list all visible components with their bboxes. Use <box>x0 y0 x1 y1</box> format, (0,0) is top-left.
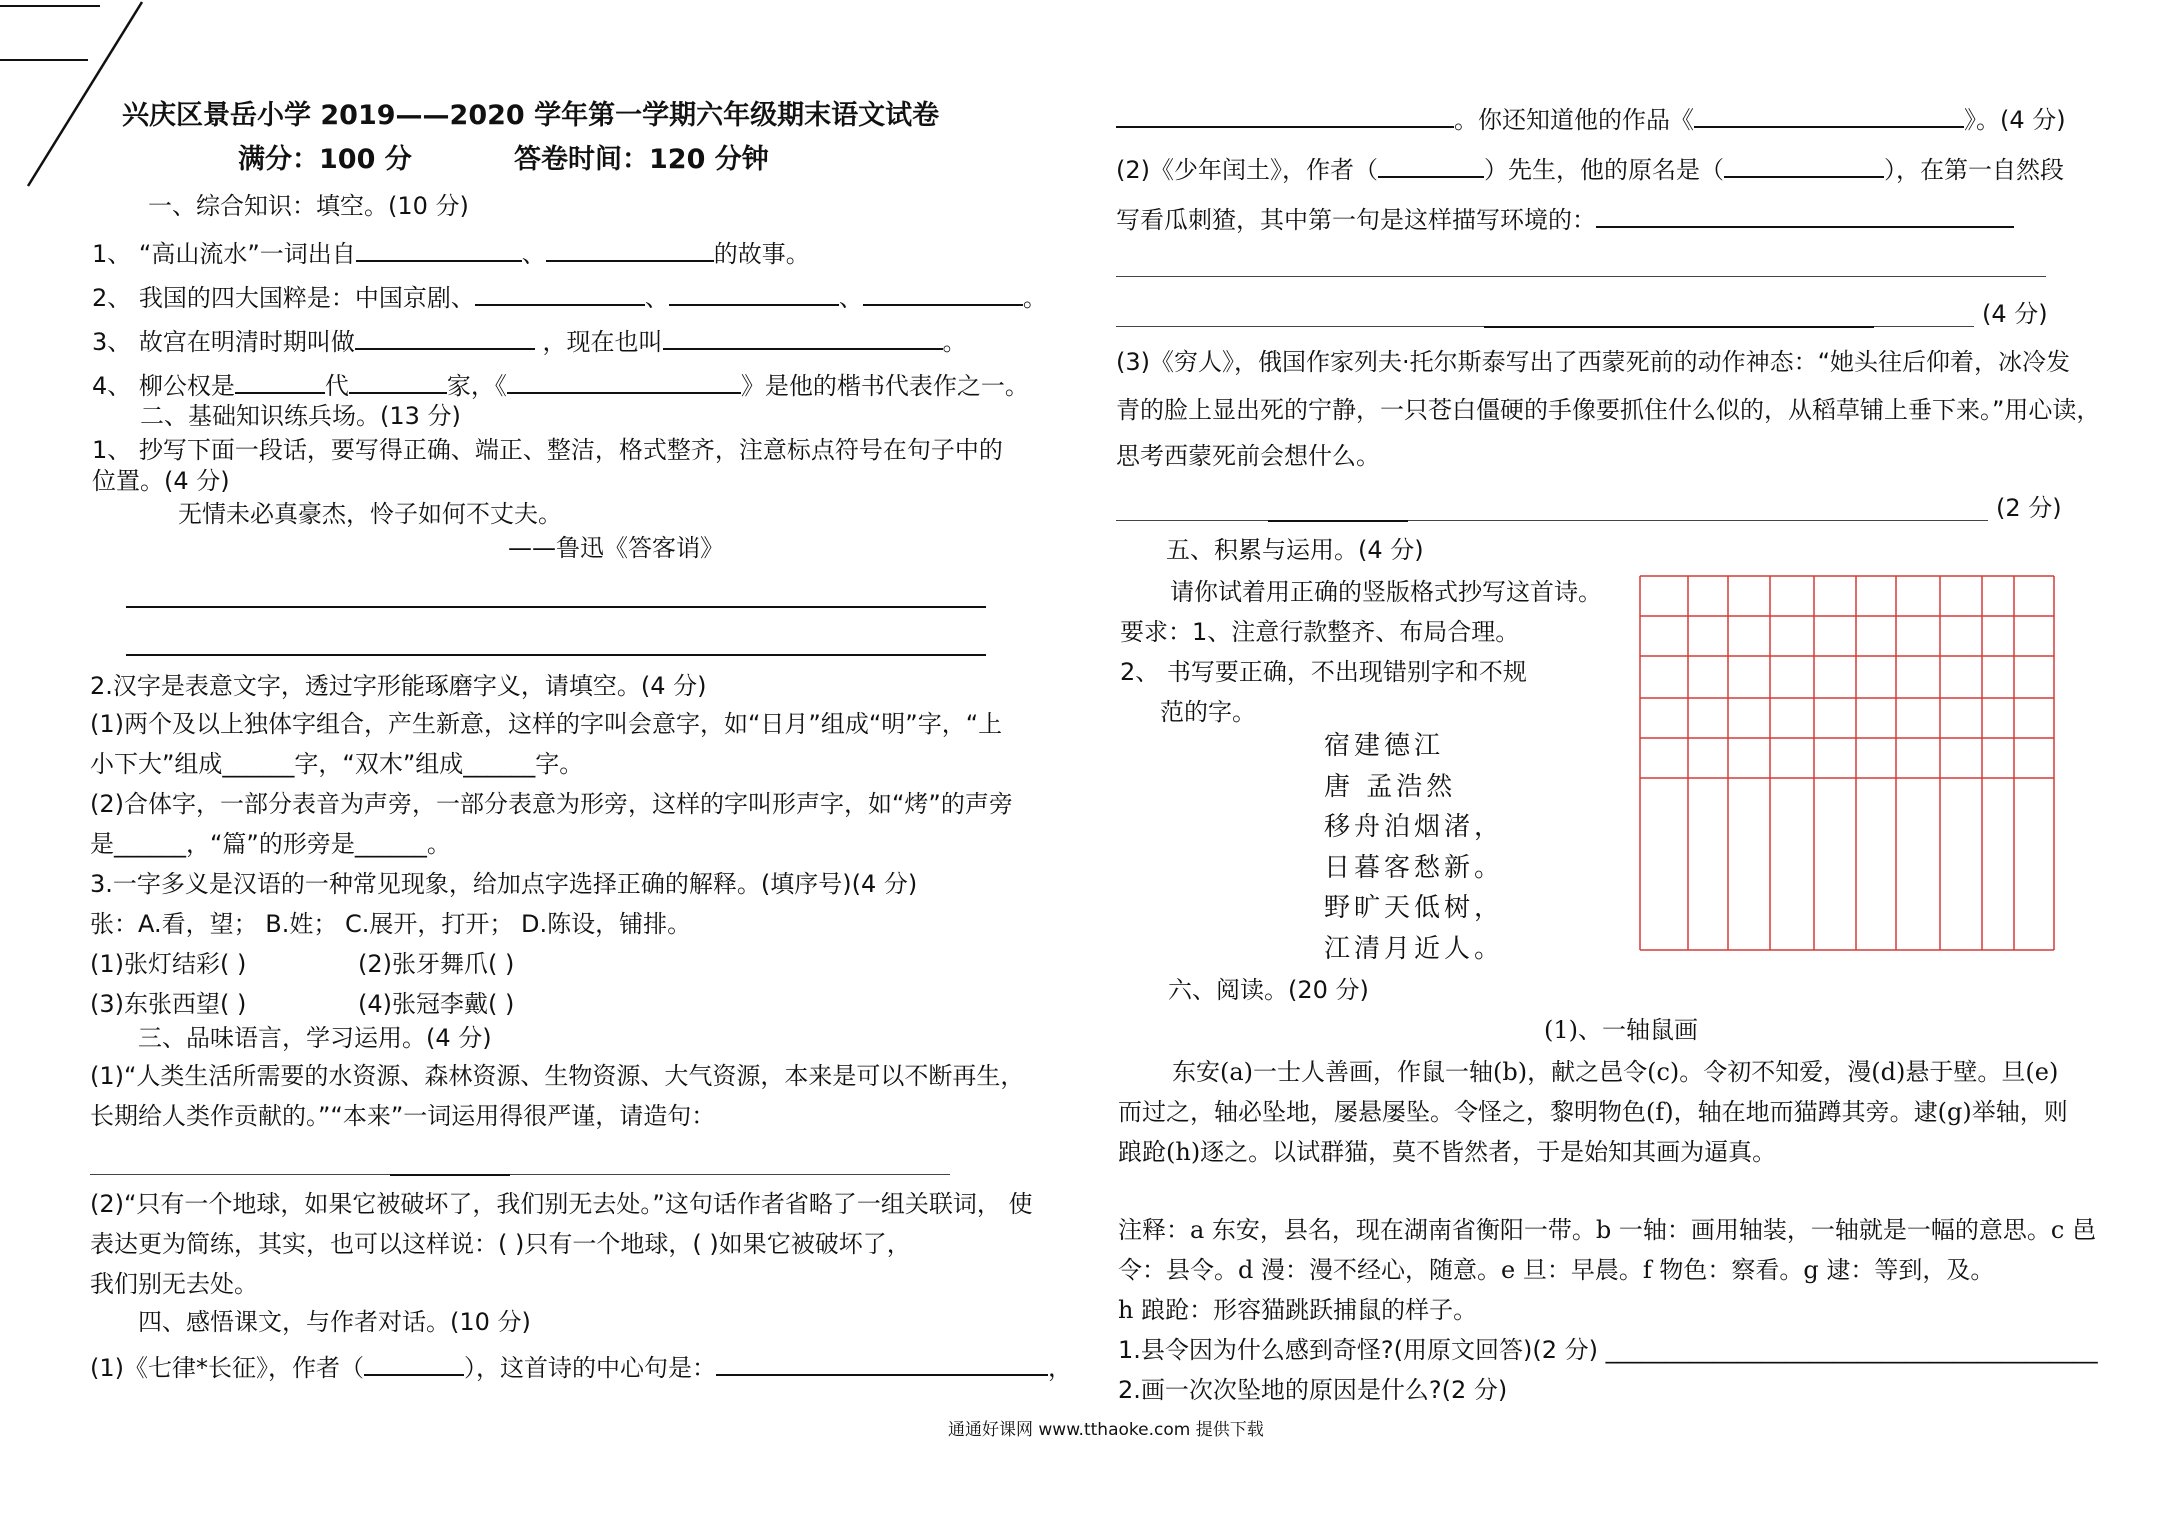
s2-q2-line-1: 2.汉字是表意文字，透过字形能琢磨字义，请填空。(4 分) <box>90 672 707 700</box>
poem-line-3: 野旷天低树， <box>1324 893 1505 923</box>
s4-q2-author-blank[interactable] <box>1378 152 1484 178</box>
s2-q3-item-4: (4)张冠李戴( ) <box>358 990 515 1018</box>
s4-q1-line-1: (1)《七律*长征》，作者（ ），这首诗的中心句是： ， <box>90 1350 1072 1384</box>
s1-q2-blank-2[interactable] <box>669 280 839 306</box>
passage-title: (1)、一轴鼠画 <box>1544 1016 1698 1044</box>
section-2-heading: 二、基础知识练兵场。(13 分) <box>140 402 461 430</box>
s1-q1: 1、 “高山流水”一词出自 、 的故事。 <box>92 236 810 270</box>
writing-grid[interactable] <box>1638 574 2058 954</box>
s3-q1-answer-line[interactable] <box>90 1174 950 1175</box>
s4-q3-line-1: (3)《穷人》，俄国作家列夫·托尔斯泰写出了西蒙死前的动作神态：“她头往后仰着，冰冷发 <box>1116 348 2071 376</box>
s4-q3-line-3: 思考西蒙死前会想什么。 <box>1116 442 1380 470</box>
section-1-heading: 一、综合知识：填空。(10 分) <box>148 192 469 220</box>
s1-q3-blank-1[interactable] <box>355 324 535 350</box>
passage-line-3: 踉跄(h)逐之。以试群猫，莫不皆然者，于是始知其画为逼真。 <box>1118 1138 1777 1166</box>
poem-author: 唐 孟浩然 <box>1324 771 1457 802</box>
s2-q3-options: 张：A.看，望； B.姓； C.展开，打开； D.陈设，铺排。 <box>90 910 692 938</box>
s2-q3-line-1: 3.一字多义是汉语的一种常见现象，给加点字选择正确的解释。(填序号)(4 分) <box>90 870 918 898</box>
s4-q2-answer-line-1[interactable] <box>1116 276 2046 277</box>
s4-q1-author-blank[interactable] <box>364 1350 464 1376</box>
s3-q1-line-1: (1)“人类生活所需要的水资源、森林资源、生物资源、大气资源，本来是可以不断再生， <box>90 1062 1025 1090</box>
section-5-heading: 五、积累与运用。(4 分) <box>1166 536 1424 564</box>
passage-line-2: 而过之，轴必坠地，屡悬屡坠。令怪之，黎明物色(f)，轴在地而猫蹲其旁。逮(g)举轴，则 <box>1118 1098 2068 1126</box>
s2-q1-line-2: 位置。(4 分) <box>92 467 230 495</box>
s1-q4-blank-2[interactable] <box>349 368 447 394</box>
s3-q2-line-3: 我们别无去处。 <box>90 1270 258 1298</box>
notes-line-1: 注释：a 东安，县名，现在湖南省衡阳一带。b 一轴：画用轴装，一轴就是一幅的意思。c 邑 <box>1118 1216 2096 1244</box>
footer-text: 通通好课网 www.tthaoke.com 提供下载 <box>948 1420 1264 1440</box>
s1-q2-blank-3[interactable] <box>863 280 1023 306</box>
s4-q2-line-2: 写看瓜刺猹，其中第一句是这样描写环境的： <box>1116 202 2014 236</box>
quote-source: ——鲁迅《答客诮》 <box>508 534 724 562</box>
exam-time: 答卷时间：120 分钟 <box>514 144 769 175</box>
s4-q3-answer-line-mark <box>1268 520 1408 522</box>
poem <box>1324 726 1504 969</box>
s2-q3-item-2: (2)张牙舞爪( ) <box>358 950 515 978</box>
s4-q2-env-blank[interactable] <box>1596 202 2014 228</box>
s4-q2-score: (4 分) <box>1982 300 2048 328</box>
s2-q2-line-4: (2)合体字，一部分表音为声旁，一部分表意为形旁，这样的字叫形声字，如“烤”的声旁 <box>90 790 1013 818</box>
poem-line-2: 日暮客愁新。 <box>1324 852 1505 883</box>
s6-q1-answer-blank[interactable]: _________________________________________ <box>1605 1336 2098 1364</box>
s1-q4-blank-1[interactable] <box>235 368 325 394</box>
section-6-heading: 六、阅读。(20 分) <box>1168 976 1369 1004</box>
s3-q1-answer-line-mark <box>390 1174 510 1176</box>
s4-q3-line-2: 青的脸上显出死的宁静，一只苍白僵硬的手像要抓住什么似的，从稻草铺上垂下来。”用心读， <box>1116 396 2101 424</box>
s2-q2-line-2: (1)两个及以上独体字组合，产生新意，这样的字叫会意字，如“日月”组成“明”字，“上 <box>90 710 1003 738</box>
exam-title: 兴庆区景岳小学 2019——2020 学年第一学期六年级期末语文试卷 <box>122 100 940 131</box>
s1-q4: 4、 柳公权是 代 家，《 》是他的楷书代表作之一。 <box>92 368 1029 402</box>
s2-q3-item-3: (3)东张西望( ) <box>90 990 247 1018</box>
s1-q3: 3、 故宫在明清时期叫做 ，现在也叫 。 <box>92 324 967 358</box>
copy-line-2[interactable] <box>126 654 986 656</box>
s1-q2: 2、 我国的四大国粹是：中国京剧、 、 、 。 <box>92 280 1047 314</box>
s5-requirement-1: 要求：1、注意行款整齐、布局合理。 <box>1120 618 1520 646</box>
s2-q2-line-3: 小下大”组成______字，“双木”组成______字。 <box>90 750 584 778</box>
poem-line-1: 移舟泊烟渚， <box>1324 812 1505 842</box>
section-4-heading: 四、感悟课文，与作者对话。(10 分) <box>138 1308 531 1336</box>
s4-q1-center-sentence-cont-blank[interactable] <box>1116 102 1454 128</box>
s5-requirement-2-cont: 范的字。 <box>1160 698 1256 726</box>
s4-q1-works-blank[interactable] <box>1694 102 1964 128</box>
s1-q1-blank-1[interactable] <box>356 236 522 262</box>
s3-q2-line-1: (2)“只有一个地球，如果它被破坏了，我们别无去处。”这句话作者省略了一组关联词， 使 <box>90 1190 1033 1218</box>
s4-q3-score: (2 分) <box>1996 494 2062 522</box>
passage-line-1: 东安(a)一士人善画，作鼠一轴(b)，献之邑令(c)。令初不知爱，漫(d)悬于壁。旦(e) <box>1172 1058 2059 1086</box>
poem-title: 宿建德江 <box>1324 731 1445 761</box>
s4-q1-center-sentence-blank[interactable] <box>716 1350 1048 1376</box>
s1-q1-blank-2[interactable] <box>546 236 714 262</box>
s1-q4-blank-3[interactable] <box>507 368 741 394</box>
s2-q2-line-5: 是______，“篇”的形旁是______。 <box>90 830 451 858</box>
s4-q2-realname-blank[interactable] <box>1724 152 1884 178</box>
section-3-heading: 三、品味语言，学习运用。(4 分) <box>138 1024 492 1052</box>
s5-instruction: 请你试着用正确的竖版格式抄写这首诗。 <box>1170 578 1602 606</box>
quote-text: 无情未必真豪杰，怜子如何不丈夫。 <box>178 500 562 528</box>
notes-line-3: h 踉跄：形容猫跳跃捕鼠的样子。 <box>1118 1296 1478 1324</box>
writing-grid-lines <box>1638 574 2058 954</box>
copy-line-1[interactable] <box>126 606 986 608</box>
poem-line-4: 江清月近人。 <box>1324 933 1505 964</box>
s2-q1-line-1: 1、 抄写下面一段话，要写得正确、端正、整洁，格式整齐，注意标点符号在句子中的 <box>92 436 1003 464</box>
s4-q2-answer-line-2-mark <box>1484 326 1874 328</box>
s4-q2-line-1: (2)《少年闰土》，作者（ ）先生，他的原名是（ ），在第一自然段 <box>1116 152 2064 186</box>
s1-q3-blank-2[interactable] <box>663 324 943 350</box>
s2-q3-item-1: (1)张灯结彩( ) <box>90 950 247 978</box>
notes-line-2: 令：县令。d 漫：漫不经心，随意。e 旦：早晨。f 物色：察看。g 逮：等到，及。 <box>1118 1256 1995 1284</box>
full-score: 满分：100 分 <box>238 144 412 175</box>
s6-q2: 2.画一次次坠地的原因是什么?(2 分) <box>1118 1376 1508 1404</box>
s1-q2-blank-1[interactable] <box>475 280 645 306</box>
s3-q1-line-2: 长期给人类作贡献的。”“本来”一词运用得很严谨，请造句： <box>90 1102 716 1130</box>
s4-q1-line-2: 。你还知道他的作品《 》。(4 分) <box>1116 102 2066 136</box>
s6-q1: 1.县令因为什么感到奇怪?(用原文回答)(2 分) _________________________________________ <box>1118 1336 2098 1364</box>
s3-q2-line-2: 表达更为简练，其实，也可以这样说：( )只有一个地球，( )如果它被破坏了， <box>90 1230 911 1258</box>
s5-requirement-2: 2、 书写要正确，不出现错别字和不规 <box>1120 658 1527 686</box>
s4-q3-answer-line[interactable] <box>1116 520 1988 521</box>
